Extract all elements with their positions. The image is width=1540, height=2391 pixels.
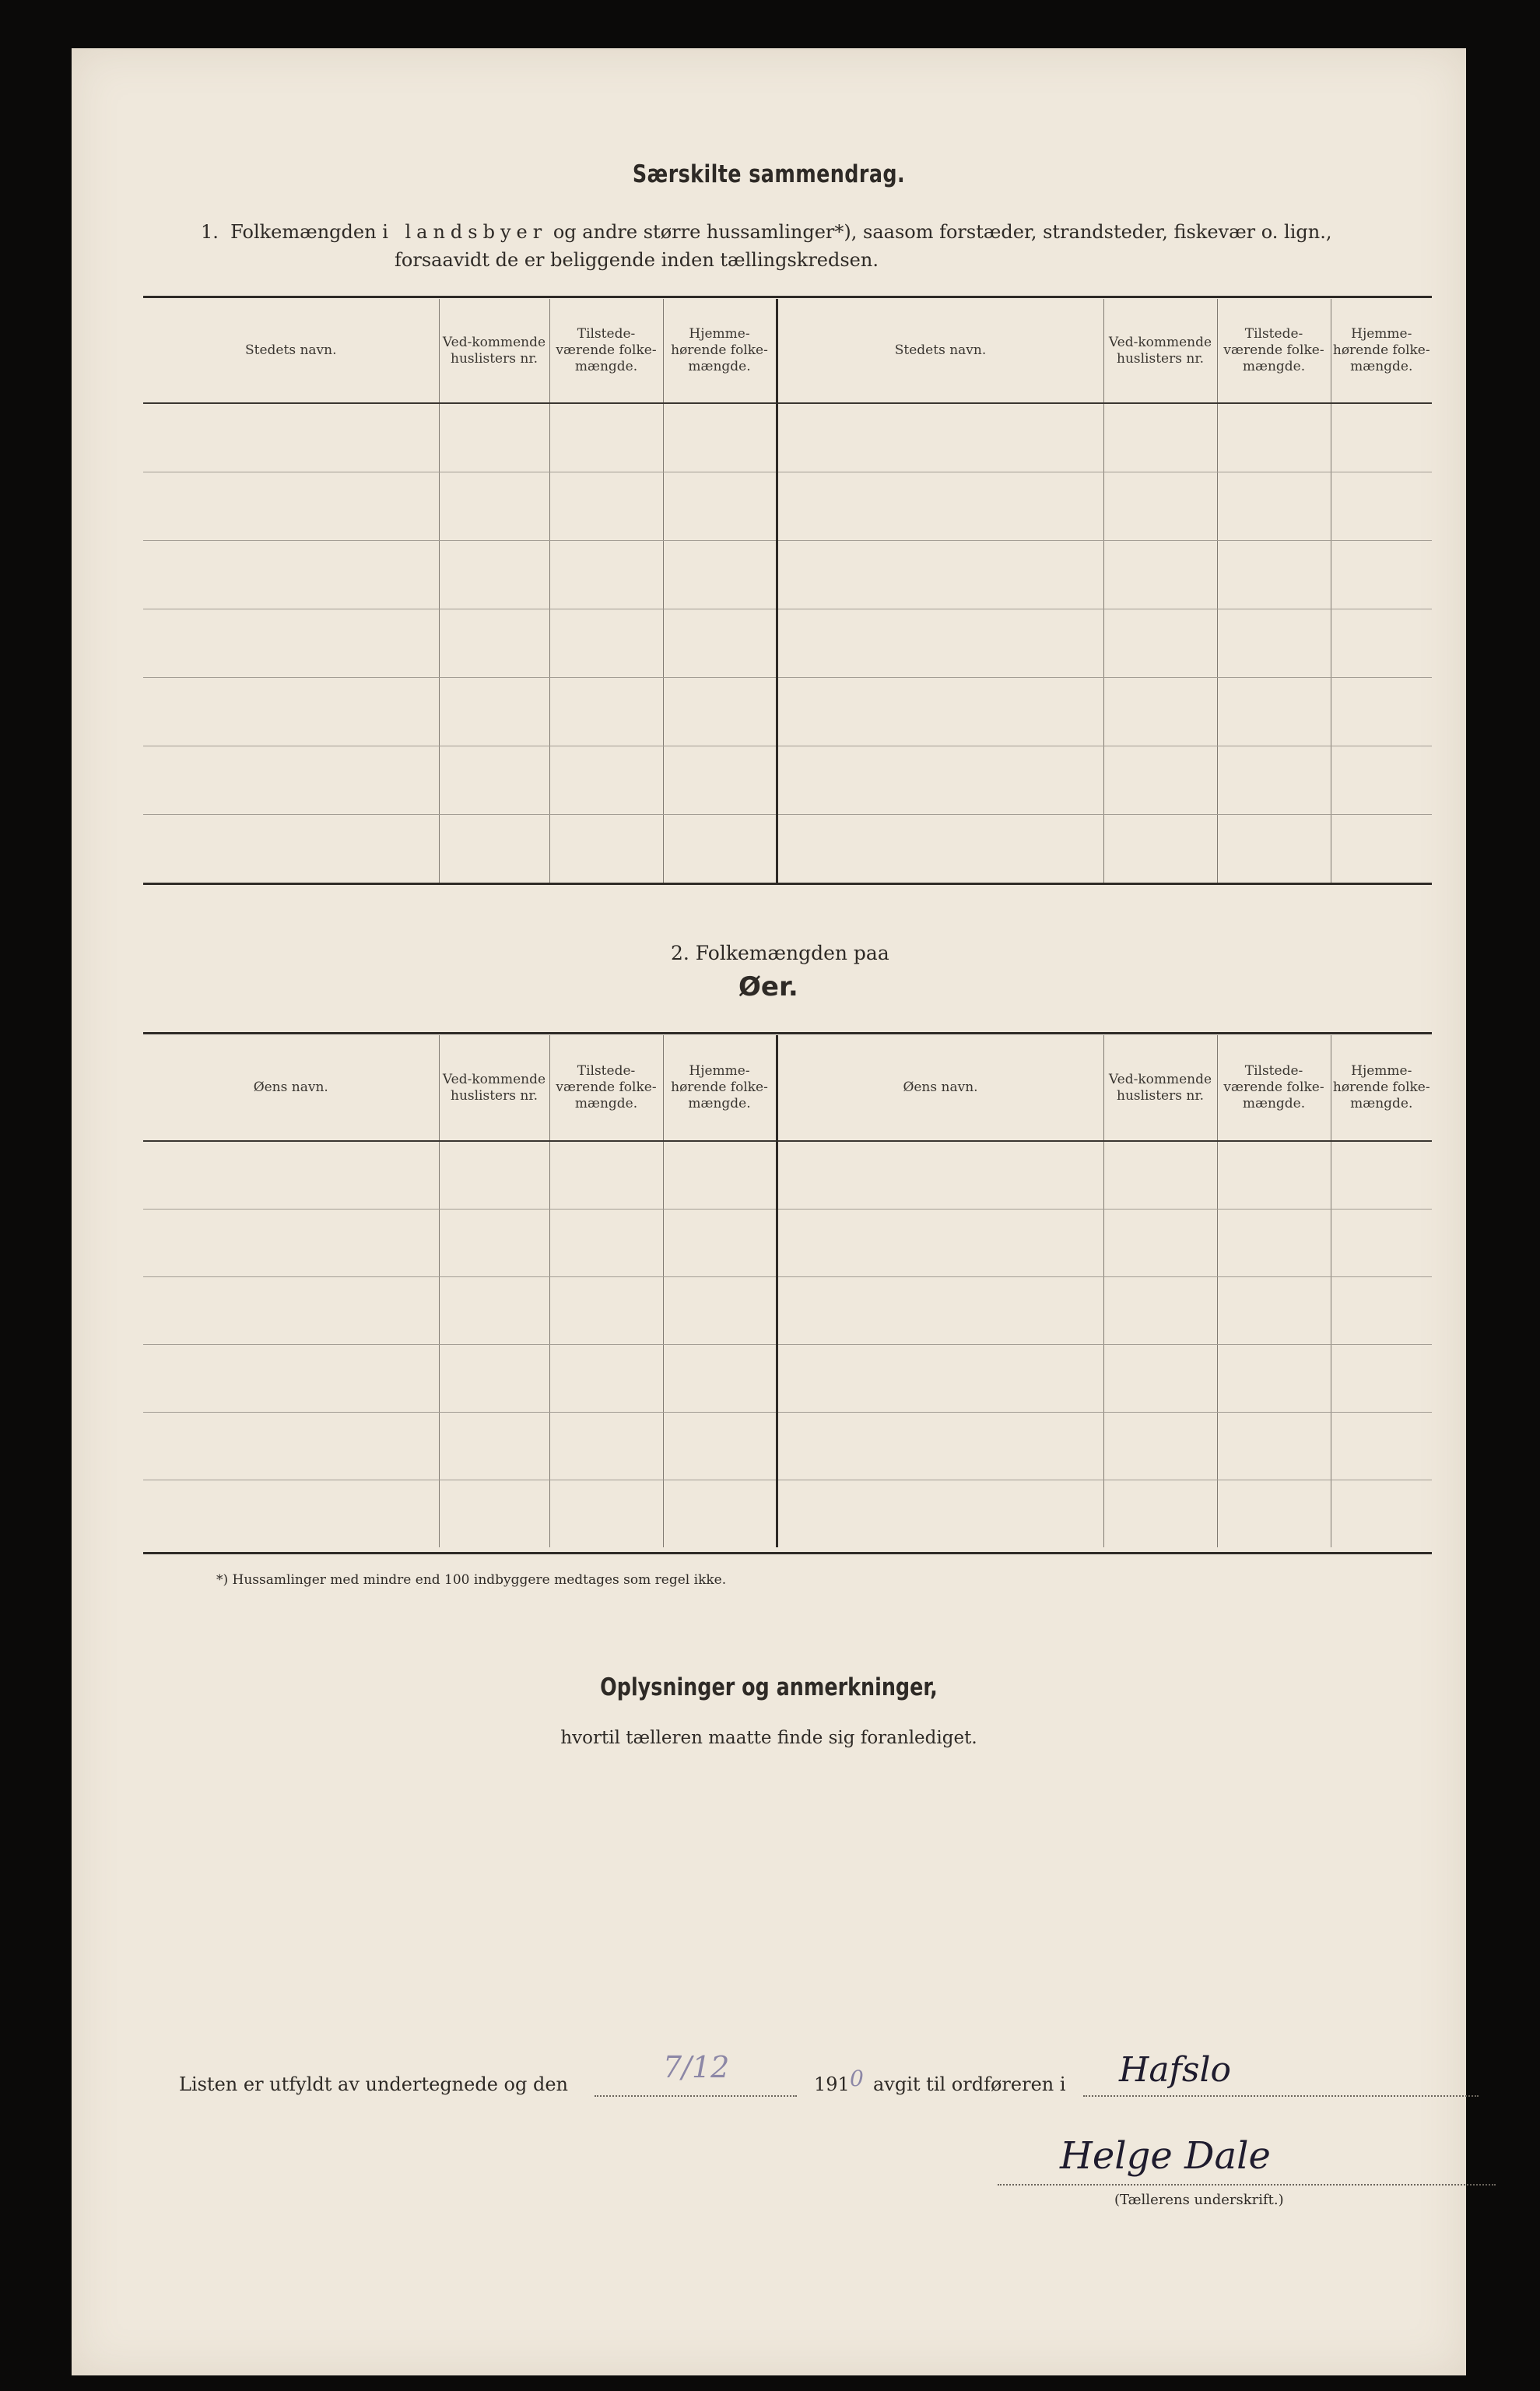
table1-cell xyxy=(1217,814,1331,883)
section2-heading: 2. Folkemængden paa xyxy=(671,942,889,964)
table2-cell xyxy=(1331,1141,1432,1209)
table1-cell xyxy=(143,814,439,883)
table2-cell xyxy=(1217,1344,1331,1412)
table2-cell xyxy=(439,1412,549,1480)
table1-cell xyxy=(1331,609,1432,677)
table1-cell xyxy=(777,609,1103,677)
table2-top-rule xyxy=(143,1032,1432,1034)
table1-cell xyxy=(777,540,1103,609)
table1-body xyxy=(143,403,1432,883)
table2-cell xyxy=(1217,1141,1331,1209)
col-tilstedevaerende: Tilstede-værende folke-mængde. xyxy=(549,1035,663,1141)
table2-cell xyxy=(439,1209,549,1276)
col-stedets-navn-2: Stedets navn. xyxy=(777,299,1103,403)
table1-cell xyxy=(143,540,439,609)
table1-top-rule xyxy=(143,296,1432,298)
table1-cell xyxy=(777,677,1103,746)
table1-cell xyxy=(143,746,439,814)
section1-intro-line2: forsaavidt de er beliggende inden tællingskredsen. xyxy=(395,249,879,271)
col-hjemmehorende-2: Hjemme-hørende folke-mængde. xyxy=(1331,299,1432,403)
census-form-page xyxy=(72,48,1466,2375)
table1-cell xyxy=(663,609,777,677)
table2-cell xyxy=(777,1480,1103,1547)
table2-row xyxy=(143,1344,1432,1412)
table2-cell xyxy=(1331,1480,1432,1547)
col-huslisters-nr-2: Ved-kommende huslisters nr. xyxy=(1103,1035,1217,1141)
page-title: Særskilte sammendrag. xyxy=(632,160,906,188)
table2-cell xyxy=(1103,1412,1217,1480)
table2-cell xyxy=(1103,1480,1217,1547)
table2-row xyxy=(143,1480,1432,1547)
table2-header-row xyxy=(143,1035,1432,1141)
table1-cell xyxy=(1103,677,1217,746)
place-handwritten: Hafslo xyxy=(1119,2050,1232,2090)
table1-cell xyxy=(143,677,439,746)
table2-cell xyxy=(777,1209,1103,1276)
table1-cell xyxy=(663,540,777,609)
table2-cell xyxy=(663,1276,777,1344)
table2-cell xyxy=(143,1480,439,1547)
col-hjemmehorende-2: Hjemme-hørende folke-mængde. xyxy=(1331,1035,1432,1141)
table2-cell xyxy=(777,1344,1103,1412)
table2-cell xyxy=(777,1276,1103,1344)
table2-cell xyxy=(1331,1412,1432,1480)
table2-cell xyxy=(663,1209,777,1276)
table1-cell xyxy=(777,472,1103,540)
table2-cell xyxy=(439,1276,549,1344)
col-huslisters-nr: Ved-kommende huslisters nr. xyxy=(439,299,549,403)
table2-cell xyxy=(1331,1209,1432,1276)
table1-cell xyxy=(1331,677,1432,746)
table2-cell xyxy=(663,1344,777,1412)
year-prefix: 191 xyxy=(814,2073,850,2095)
table2-cell xyxy=(1217,1276,1331,1344)
table2-cell xyxy=(1103,1276,1217,1344)
table1-cell xyxy=(1103,814,1217,883)
table1-cell xyxy=(1331,403,1432,472)
table2-cell xyxy=(143,1141,439,1209)
section1-number: 1. xyxy=(201,221,219,243)
col-tilstedevaerende-2: Tilstede-værende folke-mængde. xyxy=(1217,1035,1331,1141)
table1-cell xyxy=(549,403,663,472)
section1-intro-part2: og andre større hussamlinger*), saasom forstæder, strandsteder, fiskevær o. lign., xyxy=(553,221,1332,243)
signature-caption: (Tællerens underskrift.) xyxy=(1114,2192,1284,2208)
table1-cell xyxy=(1103,609,1217,677)
table2-cell xyxy=(1103,1141,1217,1209)
table1-cell xyxy=(439,540,549,609)
col-hjemmehorende: Hjemme-hørende folke-mængde. xyxy=(663,1035,777,1141)
year-handwritten: 0 xyxy=(850,2066,864,2091)
col-tilstedevaerende: Tilstede-værende folke-mængde. xyxy=(549,299,663,403)
table2-row xyxy=(143,1412,1432,1480)
table1-cell xyxy=(1217,746,1331,814)
table2-cell xyxy=(1103,1209,1217,1276)
table1-cell xyxy=(143,472,439,540)
table1-cell xyxy=(1217,609,1331,677)
col-oens-navn: Øens navn. xyxy=(143,1035,439,1141)
table2-cell xyxy=(549,1141,663,1209)
signoff-text-after: avgit til ordføreren i xyxy=(873,2073,1066,2095)
table1-cell xyxy=(1331,540,1432,609)
table1-cell xyxy=(777,814,1103,883)
place-dotted-line xyxy=(1083,2095,1479,2097)
col-huslisters-nr: Ved-kommende huslisters nr. xyxy=(439,1035,549,1141)
table2-cell xyxy=(549,1209,663,1276)
table2-cell xyxy=(549,1480,663,1547)
table1-cell xyxy=(439,814,549,883)
table2-cell xyxy=(439,1141,549,1209)
table2-cell xyxy=(663,1141,777,1209)
table2-cell xyxy=(143,1209,439,1276)
table1-cell xyxy=(439,746,549,814)
signature-dotted-line xyxy=(998,2184,1496,2186)
date-dotted-line xyxy=(595,2095,797,2097)
table1-cell xyxy=(777,746,1103,814)
table1-cell xyxy=(1103,540,1217,609)
table1-cell xyxy=(663,472,777,540)
table2-cell xyxy=(549,1412,663,1480)
table1-bottom-rule xyxy=(143,883,1432,885)
table2-body xyxy=(143,1141,1432,1547)
table2-cell xyxy=(143,1276,439,1344)
table1-cell xyxy=(1103,472,1217,540)
section2-subheading: Øer. xyxy=(738,971,798,1002)
table1-row xyxy=(143,472,1432,540)
signature-handwritten: Helge Dale xyxy=(1060,2134,1271,2178)
table1-cell xyxy=(439,403,549,472)
table2-cell xyxy=(663,1480,777,1547)
table1-cell xyxy=(1103,403,1217,472)
table2-cell xyxy=(549,1344,663,1412)
table1-cell xyxy=(549,540,663,609)
col-oens-navn-2: Øens navn. xyxy=(777,1035,1103,1141)
table1-cell xyxy=(1103,746,1217,814)
table2-row xyxy=(143,1276,1432,1344)
table1-row xyxy=(143,746,1432,814)
section1-intro-spaced: i landsbyer xyxy=(382,221,548,243)
table2-cell xyxy=(1103,1344,1217,1412)
table2-cell xyxy=(549,1276,663,1344)
table2-cell xyxy=(439,1344,549,1412)
table2-row xyxy=(143,1141,1432,1209)
table1-cell xyxy=(1217,403,1331,472)
table2-cell xyxy=(1217,1412,1331,1480)
table2-cell xyxy=(143,1412,439,1480)
table1-row xyxy=(143,677,1432,746)
table1-cell xyxy=(663,677,777,746)
table1-cell xyxy=(1217,540,1331,609)
col-tilstedevaerende-2: Tilstede-værende folke-mængde. xyxy=(1217,299,1331,403)
table1-cell xyxy=(549,609,663,677)
table1-cell xyxy=(1331,472,1432,540)
footnote: *) Hussamlinger med mindre end 100 indbyggere medtages som regel ikke. xyxy=(216,1572,727,1588)
col-stedets-navn: Stedets navn. xyxy=(143,299,439,403)
table1-cell xyxy=(549,746,663,814)
table1-header-row xyxy=(143,299,1432,403)
table2-cell xyxy=(777,1412,1103,1480)
col-huslisters-nr-2: Ved-kommende huslisters nr. xyxy=(1103,299,1217,403)
table1-row xyxy=(143,609,1432,677)
table1-row xyxy=(143,814,1432,883)
table2-cell xyxy=(777,1141,1103,1209)
table-landsbyer xyxy=(143,299,1432,883)
table1-cell xyxy=(777,403,1103,472)
table-oer xyxy=(143,1035,1432,1547)
remarks-subtitle: hvortil tælleren maatte finde sig foranlediget. xyxy=(560,1728,977,1748)
table1-cell xyxy=(439,472,549,540)
table1-cell xyxy=(143,403,439,472)
table2-cell xyxy=(1217,1480,1331,1547)
table1-cell xyxy=(143,609,439,677)
table2-cell xyxy=(143,1344,439,1412)
date-handwritten: 7/12 xyxy=(663,2050,730,2084)
table2-cell xyxy=(1331,1276,1432,1344)
table2-cell xyxy=(439,1480,549,1547)
remarks-title: Oplysninger og anmerkninger, xyxy=(600,1673,938,1701)
table1-cell xyxy=(1331,814,1432,883)
col-hjemmehorende: Hjemme-hørende folke-mængde. xyxy=(663,299,777,403)
table1-cell xyxy=(1217,677,1331,746)
signoff-text-before: Listen er utfyldt av undertegnede og den xyxy=(179,2073,569,2095)
table1-cell xyxy=(1217,472,1331,540)
table1-cell xyxy=(663,814,777,883)
table1-cell xyxy=(663,746,777,814)
table2-cell xyxy=(1217,1209,1331,1276)
table2-cell xyxy=(1331,1344,1432,1412)
table1-cell xyxy=(439,609,549,677)
table1-cell xyxy=(549,814,663,883)
table2-row xyxy=(143,1209,1432,1276)
section1-intro-part1: Folkemængden xyxy=(230,221,377,243)
table2-cell xyxy=(663,1412,777,1480)
table1-cell xyxy=(549,677,663,746)
table1-cell xyxy=(1331,746,1432,814)
table2-bottom-rule xyxy=(143,1552,1432,1554)
table1-cell xyxy=(439,677,549,746)
table1-row xyxy=(143,540,1432,609)
section1-intro xyxy=(201,221,1331,243)
table1-cell xyxy=(549,472,663,540)
table1-row xyxy=(143,403,1432,472)
table1-cell xyxy=(663,403,777,472)
